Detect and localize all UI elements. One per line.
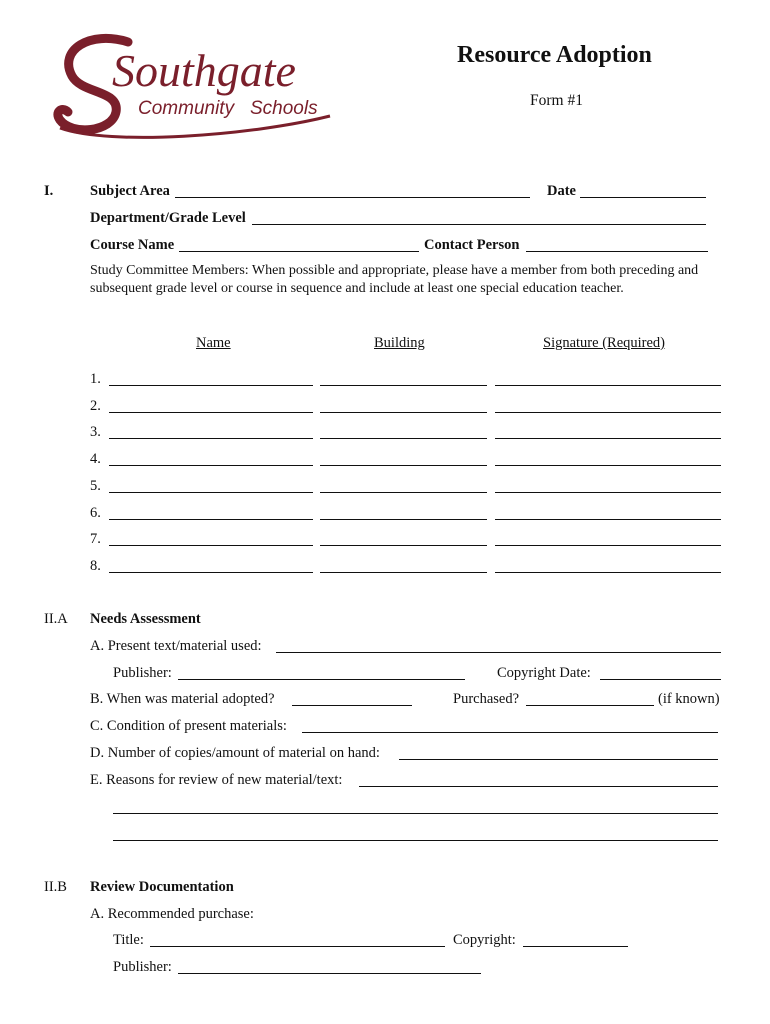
logo-main-text: Southgate	[112, 45, 296, 96]
member-signature-field[interactable]	[495, 492, 721, 493]
contact-person-field[interactable]	[526, 251, 708, 252]
recommended-purchase-label: A. Recommended purchase:	[90, 906, 254, 922]
copyright-field[interactable]	[523, 946, 628, 947]
member-name-field[interactable]	[109, 412, 313, 413]
department-field[interactable]	[252, 224, 706, 225]
member-name-field[interactable]	[109, 545, 313, 546]
member-name-field[interactable]	[109, 492, 313, 493]
purchased-label: Purchased?	[453, 691, 520, 707]
page-title: Resource Adoption	[457, 42, 652, 68]
subject-area-field[interactable]	[175, 197, 530, 198]
publisher-field[interactable]	[178, 679, 465, 680]
southgate-logo	[50, 28, 340, 140]
column-header-building: Building	[374, 335, 425, 351]
reasons-field[interactable]	[359, 786, 718, 787]
material-adopted-label: B. When was material adopted?	[90, 691, 275, 707]
title-field[interactable]	[150, 946, 445, 947]
course-name-field[interactable]	[179, 251, 419, 252]
member-name-field[interactable]	[109, 465, 313, 466]
date-field[interactable]	[580, 197, 706, 198]
condition-label: C. Condition of present materials:	[90, 718, 287, 734]
publisher-2b-field[interactable]	[178, 973, 481, 974]
section-1-numeral: I.	[44, 183, 54, 199]
member-signature-field[interactable]	[495, 545, 721, 546]
copyright-label: Copyright:	[453, 932, 516, 948]
copies-field[interactable]	[399, 759, 718, 760]
copies-label: D. Number of copies/amount of material on hand:	[90, 745, 380, 761]
section-2a-title: Needs Assessment	[90, 611, 201, 627]
member-building-field[interactable]	[320, 465, 487, 466]
member-row-number: 3.	[90, 424, 101, 441]
svg-text:Community: Community	[138, 98, 235, 119]
reasons-label: E. Reasons for review of new material/text:	[90, 772, 343, 788]
date-label: Date	[547, 183, 576, 199]
subject-area-label: Subject Area	[90, 183, 170, 199]
member-building-field[interactable]	[320, 519, 487, 520]
publisher-2b-label: Publisher:	[113, 959, 172, 975]
member-signature-field[interactable]	[495, 572, 721, 573]
form-number: Form #1	[530, 92, 583, 109]
member-name-field[interactable]	[109, 572, 313, 573]
material-adopted-field[interactable]	[292, 705, 412, 706]
member-row-number: 4.	[90, 451, 101, 468]
member-building-field[interactable]	[320, 385, 487, 386]
member-row-number: 5.	[90, 477, 101, 494]
copyright-date-field[interactable]	[600, 679, 721, 680]
member-name-field[interactable]	[109, 438, 313, 439]
if-known-note: (if known)	[658, 691, 720, 707]
course-name-label: Course Name	[90, 237, 175, 253]
section-2a-numeral: II.A	[44, 611, 68, 627]
member-name-field[interactable]	[109, 519, 313, 520]
member-building-field[interactable]	[320, 545, 487, 546]
column-header-name: Name	[196, 335, 231, 351]
title-label: Title:	[113, 932, 144, 948]
member-row-number: 1.	[90, 371, 101, 387]
present-text-field[interactable]	[276, 652, 721, 653]
member-row-number: 7.	[90, 531, 101, 548]
member-name-field[interactable]	[109, 385, 313, 386]
member-building-field[interactable]	[320, 438, 487, 439]
column-header-signature: Signature (Required)	[543, 335, 666, 351]
reasons-field-line-2[interactable]	[113, 813, 718, 814]
member-signature-field[interactable]	[495, 385, 721, 386]
copyright-date-label: Copyright Date:	[497, 665, 591, 681]
purchased-field[interactable]	[526, 705, 654, 706]
study-committee-instructions: Study Committee Members: When possible and appropriate, please have a member from both preceding and subsequent grade level or course in sequence and include at least one special education teacher.	[90, 263, 699, 296]
member-building-field[interactable]	[320, 492, 487, 493]
publisher-label: Publisher:	[113, 665, 172, 681]
member-signature-field[interactable]	[495, 438, 721, 439]
svg-text:Schools: Schools	[250, 98, 318, 119]
member-signature-field[interactable]	[495, 412, 721, 413]
member-row-number: 6.	[90, 504, 101, 521]
present-text-label: A. Present text/material used:	[90, 638, 262, 654]
member-signature-field[interactable]	[495, 519, 721, 520]
section-2b-title: Review Documentation	[90, 879, 234, 895]
department-label: Department/Grade Level	[90, 210, 246, 226]
section-2b-numeral: II.B	[44, 879, 67, 895]
reasons-field-line-3[interactable]	[113, 840, 718, 841]
member-building-field[interactable]	[320, 412, 487, 413]
member-signature-field[interactable]	[495, 465, 721, 466]
member-row-number: 8.	[90, 557, 101, 574]
contact-person-label: Contact Person	[424, 237, 520, 253]
member-row-number: 2.	[90, 397, 101, 414]
condition-field[interactable]	[302, 732, 718, 733]
member-building-field[interactable]	[320, 572, 487, 573]
